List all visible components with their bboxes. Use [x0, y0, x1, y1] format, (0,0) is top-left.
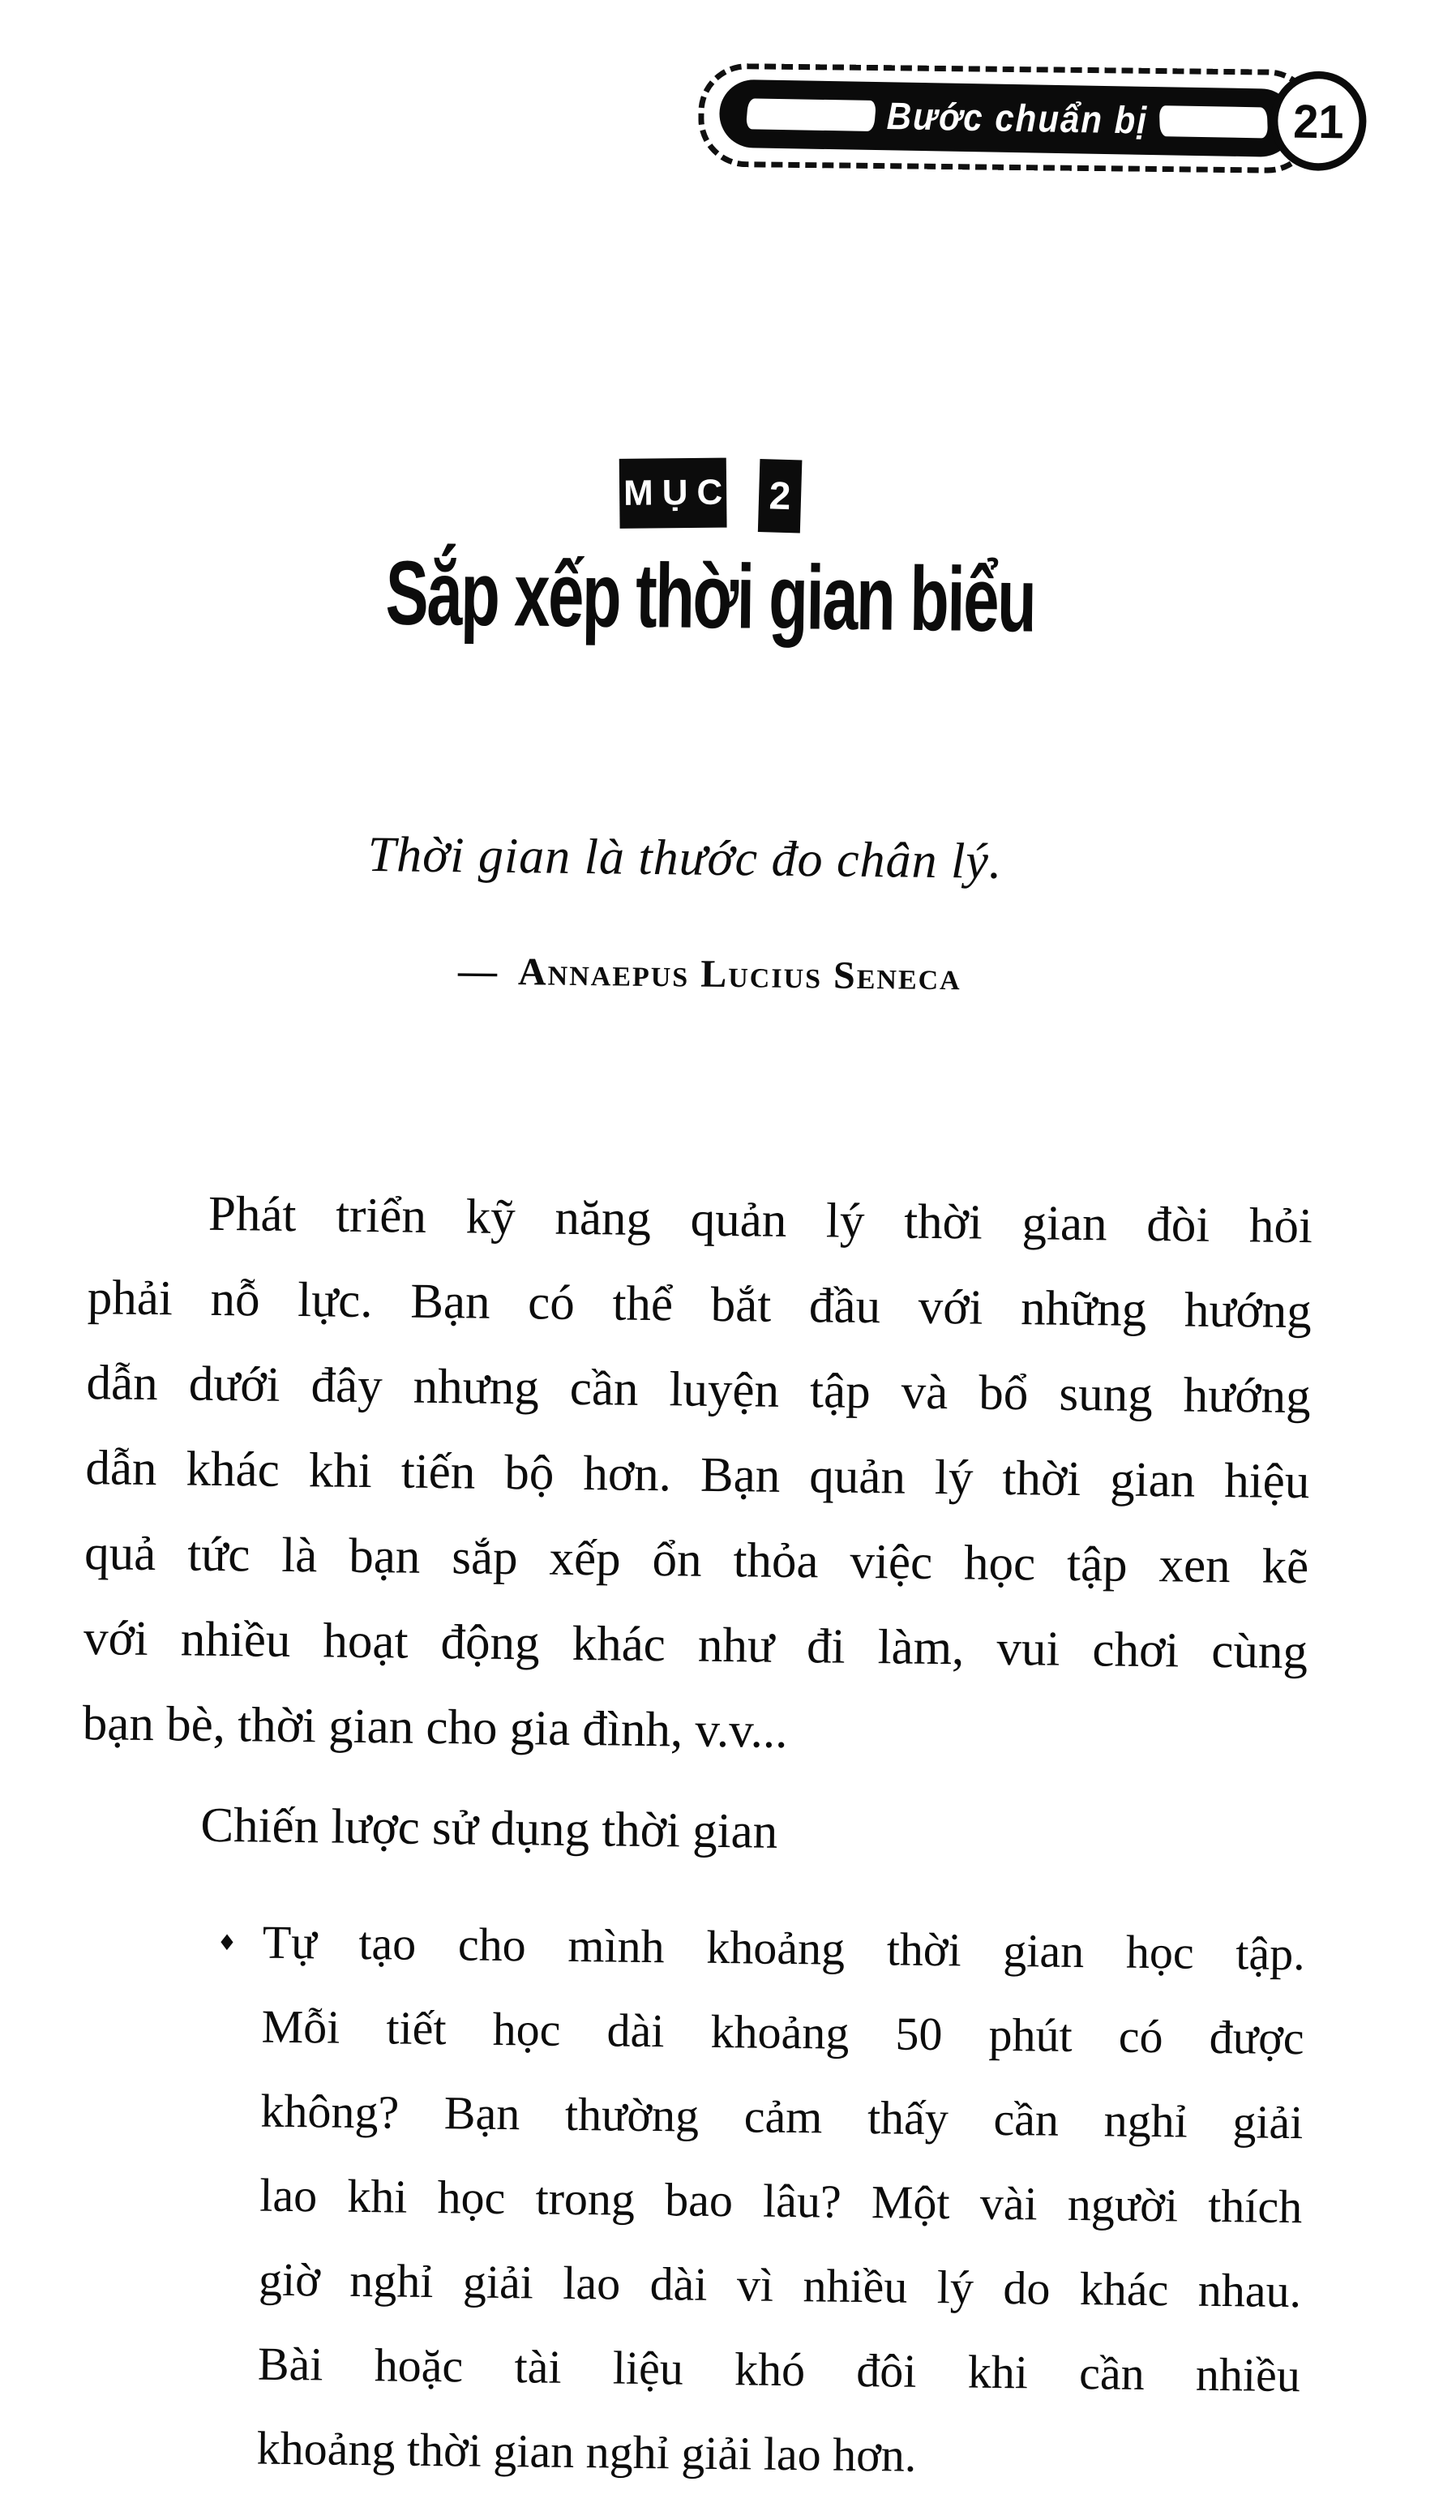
paragraph-line: dẫn khác khi tiến bộ hơn. Bạn quản lý thời gian hiệu [85, 1441, 1310, 1510]
paragraph-line: dẫn dưới đây nhưng cần luyện tập và bổ sung hướng [86, 1356, 1311, 1425]
paragraph-line: quả tức là bạn sắp xếp ổn thỏa việc học tập xen kẽ [84, 1526, 1309, 1595]
bullet-line: không? Bạn thường cảm thấy cần nghỉ giải [260, 2084, 1304, 2149]
bullet-line: khoảng thời gian nghỉ giải lao hơn. [256, 2421, 917, 2482]
page-number-badge [1270, 71, 1367, 171]
paragraph-line: với nhiều hoạt động khác như đi làm, vui chơi cùng [83, 1611, 1308, 1680]
section-title: Sắp xếp thời gian biểu [384, 542, 1035, 651]
header-stripe-right [1158, 105, 1268, 138]
attribution-name: Annaepus Lucius Seneca [517, 950, 962, 999]
bullet-diamond-icon: ♦ [216, 1930, 238, 1956]
paragraph-line: bạn bè, thời gian cho gia đình, v.v... [82, 1696, 788, 1759]
paragraph-line: Phát triển kỹ năng quản lý thời gian đòi hỏi [208, 1186, 1313, 1254]
strategy-subheading: Chiến lược sử dụng thời gian [200, 1798, 778, 1859]
bullet-line: lao khi học trong bao lâu? Một vài người thích [259, 2168, 1303, 2234]
epigraph-attribution [0, 944, 1438, 1005]
attribution-dash: — [457, 949, 498, 993]
bullet-line: giờ nghỉ giải lao dài vì nhiều lý do khác nhau. [258, 2252, 1302, 2318]
kicker-label-box [619, 458, 732, 529]
kicker-label: MỤC [623, 472, 732, 513]
header-band [719, 79, 1295, 157]
bullet-line: Mỗi tiết học dài khoảng 50 phút có được [261, 1999, 1304, 2065]
paragraph-line: phải nỗ lực. Bạn có thể bắt đầu với những hướng [87, 1271, 1313, 1339]
epigraph-quote: Thời gian là thước đo chân lý. [367, 826, 1003, 889]
kicker-number: 2 [768, 474, 792, 518]
body-paragraph [82, 1170, 1313, 1780]
bullet-line: Bài hoặc tài liệu khó đôi khi cần nhiều [257, 2337, 1301, 2402]
chapter-label: Bước chuẩn bị [886, 94, 1149, 142]
page-number: 21 [1292, 94, 1344, 148]
header-stripe-left [746, 98, 877, 131]
section-kicker [619, 457, 802, 533]
section-title-wrapper [0, 537, 1438, 651]
kicker-number-box [758, 459, 803, 533]
bullet-line: Tự tạo cho mình khoảng thời gian học tập. [262, 1915, 1306, 1981]
bullet-item [256, 1901, 1305, 2503]
running-header [698, 60, 1381, 185]
